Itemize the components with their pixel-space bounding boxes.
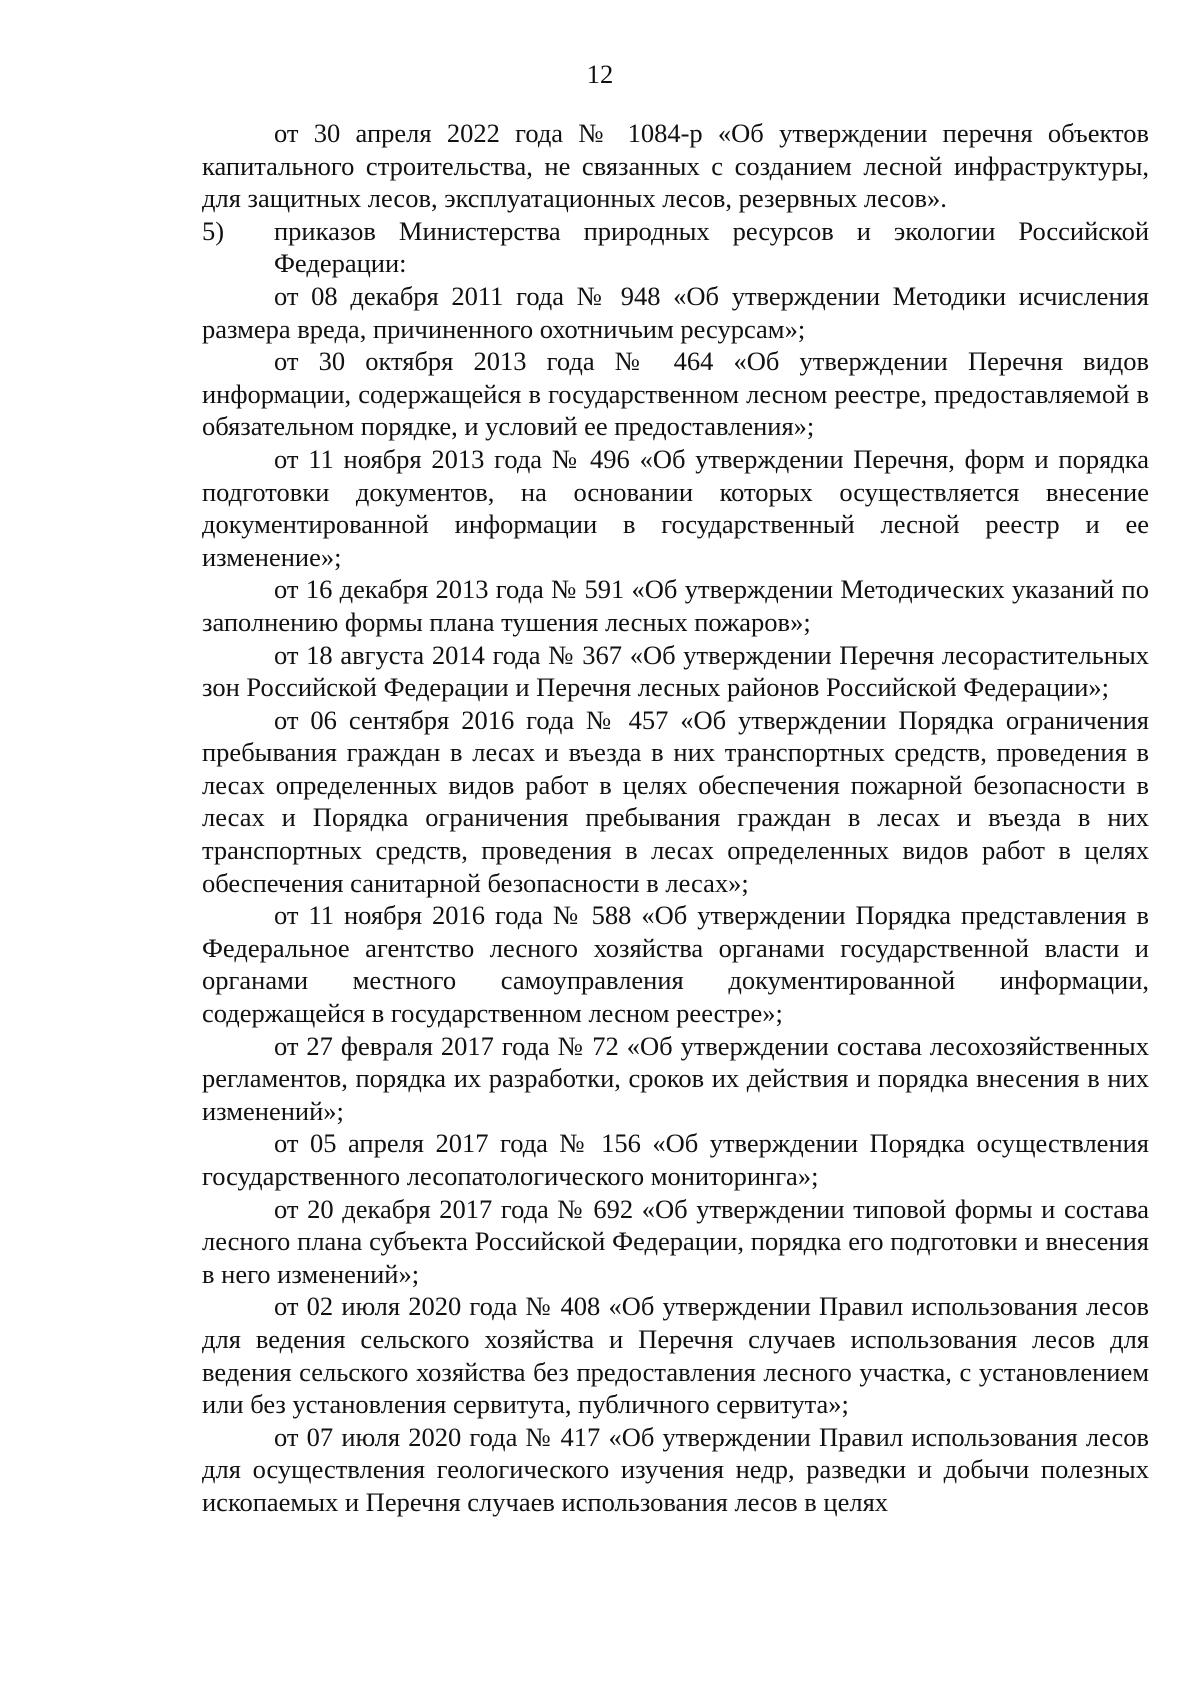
- paragraph-order-1084: от 30 апреля 2022 года № 1084-р «Об утверждении перечня объектов капитального строительства, не связанных с созданием лесной инфраструктуры, для защитных лесов, эксплуатационных лесов, резервных лесов».: [202, 118, 1149, 214]
- paragraph-order-948: от 08 декабря 2011 года № 948 «Об утверждении Методики исчисления размера вреда, причиненного охотничьим ресурсам»;: [202, 280, 1149, 344]
- document-body: [202, 117, 1149, 1519]
- list-marker: 5): [202, 215, 225, 246]
- paragraph-order-588: от 11 ноября 2016 года № 588 «Об утверждении Порядка представления в Федеральное агентство лесного хозяйства органами государственной власти и органами местного самоуправления документированной информации, содержащейся в государственном лесном реестре»;: [202, 900, 1149, 1029]
- list-item-text: приказов Министерства природных ресурсов и экологии Российской Федерации:: [274, 215, 1149, 279]
- paragraph-order-417: от 07 июля 2020 года № 417 «Об утверждении Правил использования лесов для осуществления геологического изучения недр, разведки и добычи полезных ископаемых и Перечня случаев использования лесов в целях: [202, 1421, 1149, 1517]
- paragraph-order-367: от 18 августа 2014 года № 367 «Об утверждении Перечня лесорастительных зон Российской Федерации и Перечня лесных районов Российской Федерации»;: [202, 639, 1149, 703]
- page-number: 12: [586, 59, 614, 89]
- paragraph-order-457: от 06 сентября 2016 года № 457 «Об утверждении Порядка ограничения пребывания граждан в лесах и въезда в них транспортных средств, проведения в лесах определенных видов работ в целях обеспечения пожарной безопасности в лесах и Порядка ограничения пребывания граждан в лесах и въезда в них транспортных средств, проведения в лесах определенных видов работ в целях обеспечения санитарной безопасности в лесах»;: [202, 704, 1149, 898]
- paragraph-order-692: от 20 декабря 2017 года № 692 «Об утверждении типовой формы и состава лесного плана субъекта Российской Федерации, порядка его подготовки и внесения в него изменений»;: [202, 1193, 1149, 1289]
- paragraph-order-156: от 05 апреля 2017 года № 156 «Об утверждении Порядка осуществления государственного лесопатологического мониторинга»;: [202, 1128, 1149, 1191]
- paragraph-order-464: от 30 октября 2013 года № 464 «Об утверждении Перечня видов информации, содержащейся в государственном лесном реестре, предоставляемой в обязательном порядке, и условий ее предоставления»;: [202, 346, 1149, 442]
- list-item-5: [202, 215, 1149, 280]
- paragraph-order-591: от 16 декабря 2013 года № 591 «Об утверждении Методических указаний по заполнению формы плана тушения лесных пожаров»;: [202, 574, 1149, 637]
- paragraph-order-72: от 27 февраля 2017 года № 72 «Об утверждении состава лесохозяйственных регламентов, порядка их разработки, сроков их действия и порядка внесения в них изменений»;: [202, 1030, 1149, 1126]
- paragraph-order-408: от 02 июля 2020 года № 408 «Об утверждении Правил использования лесов для ведения сельского хозяйства и Перечня случаев использования лесов для ведения сельского хозяйства без предоставления лесного участка, с установлением или без установления сервитута, публичного сервитута»;: [202, 1291, 1149, 1420]
- paragraph-order-496: от 11 ноября 2013 года № 496 «Об утверждении Перечня, форм и порядка подготовки документов, на основании которых осуществляется внесение документированной информации в государственный лесной реестр и ее изменение»;: [202, 443, 1149, 572]
